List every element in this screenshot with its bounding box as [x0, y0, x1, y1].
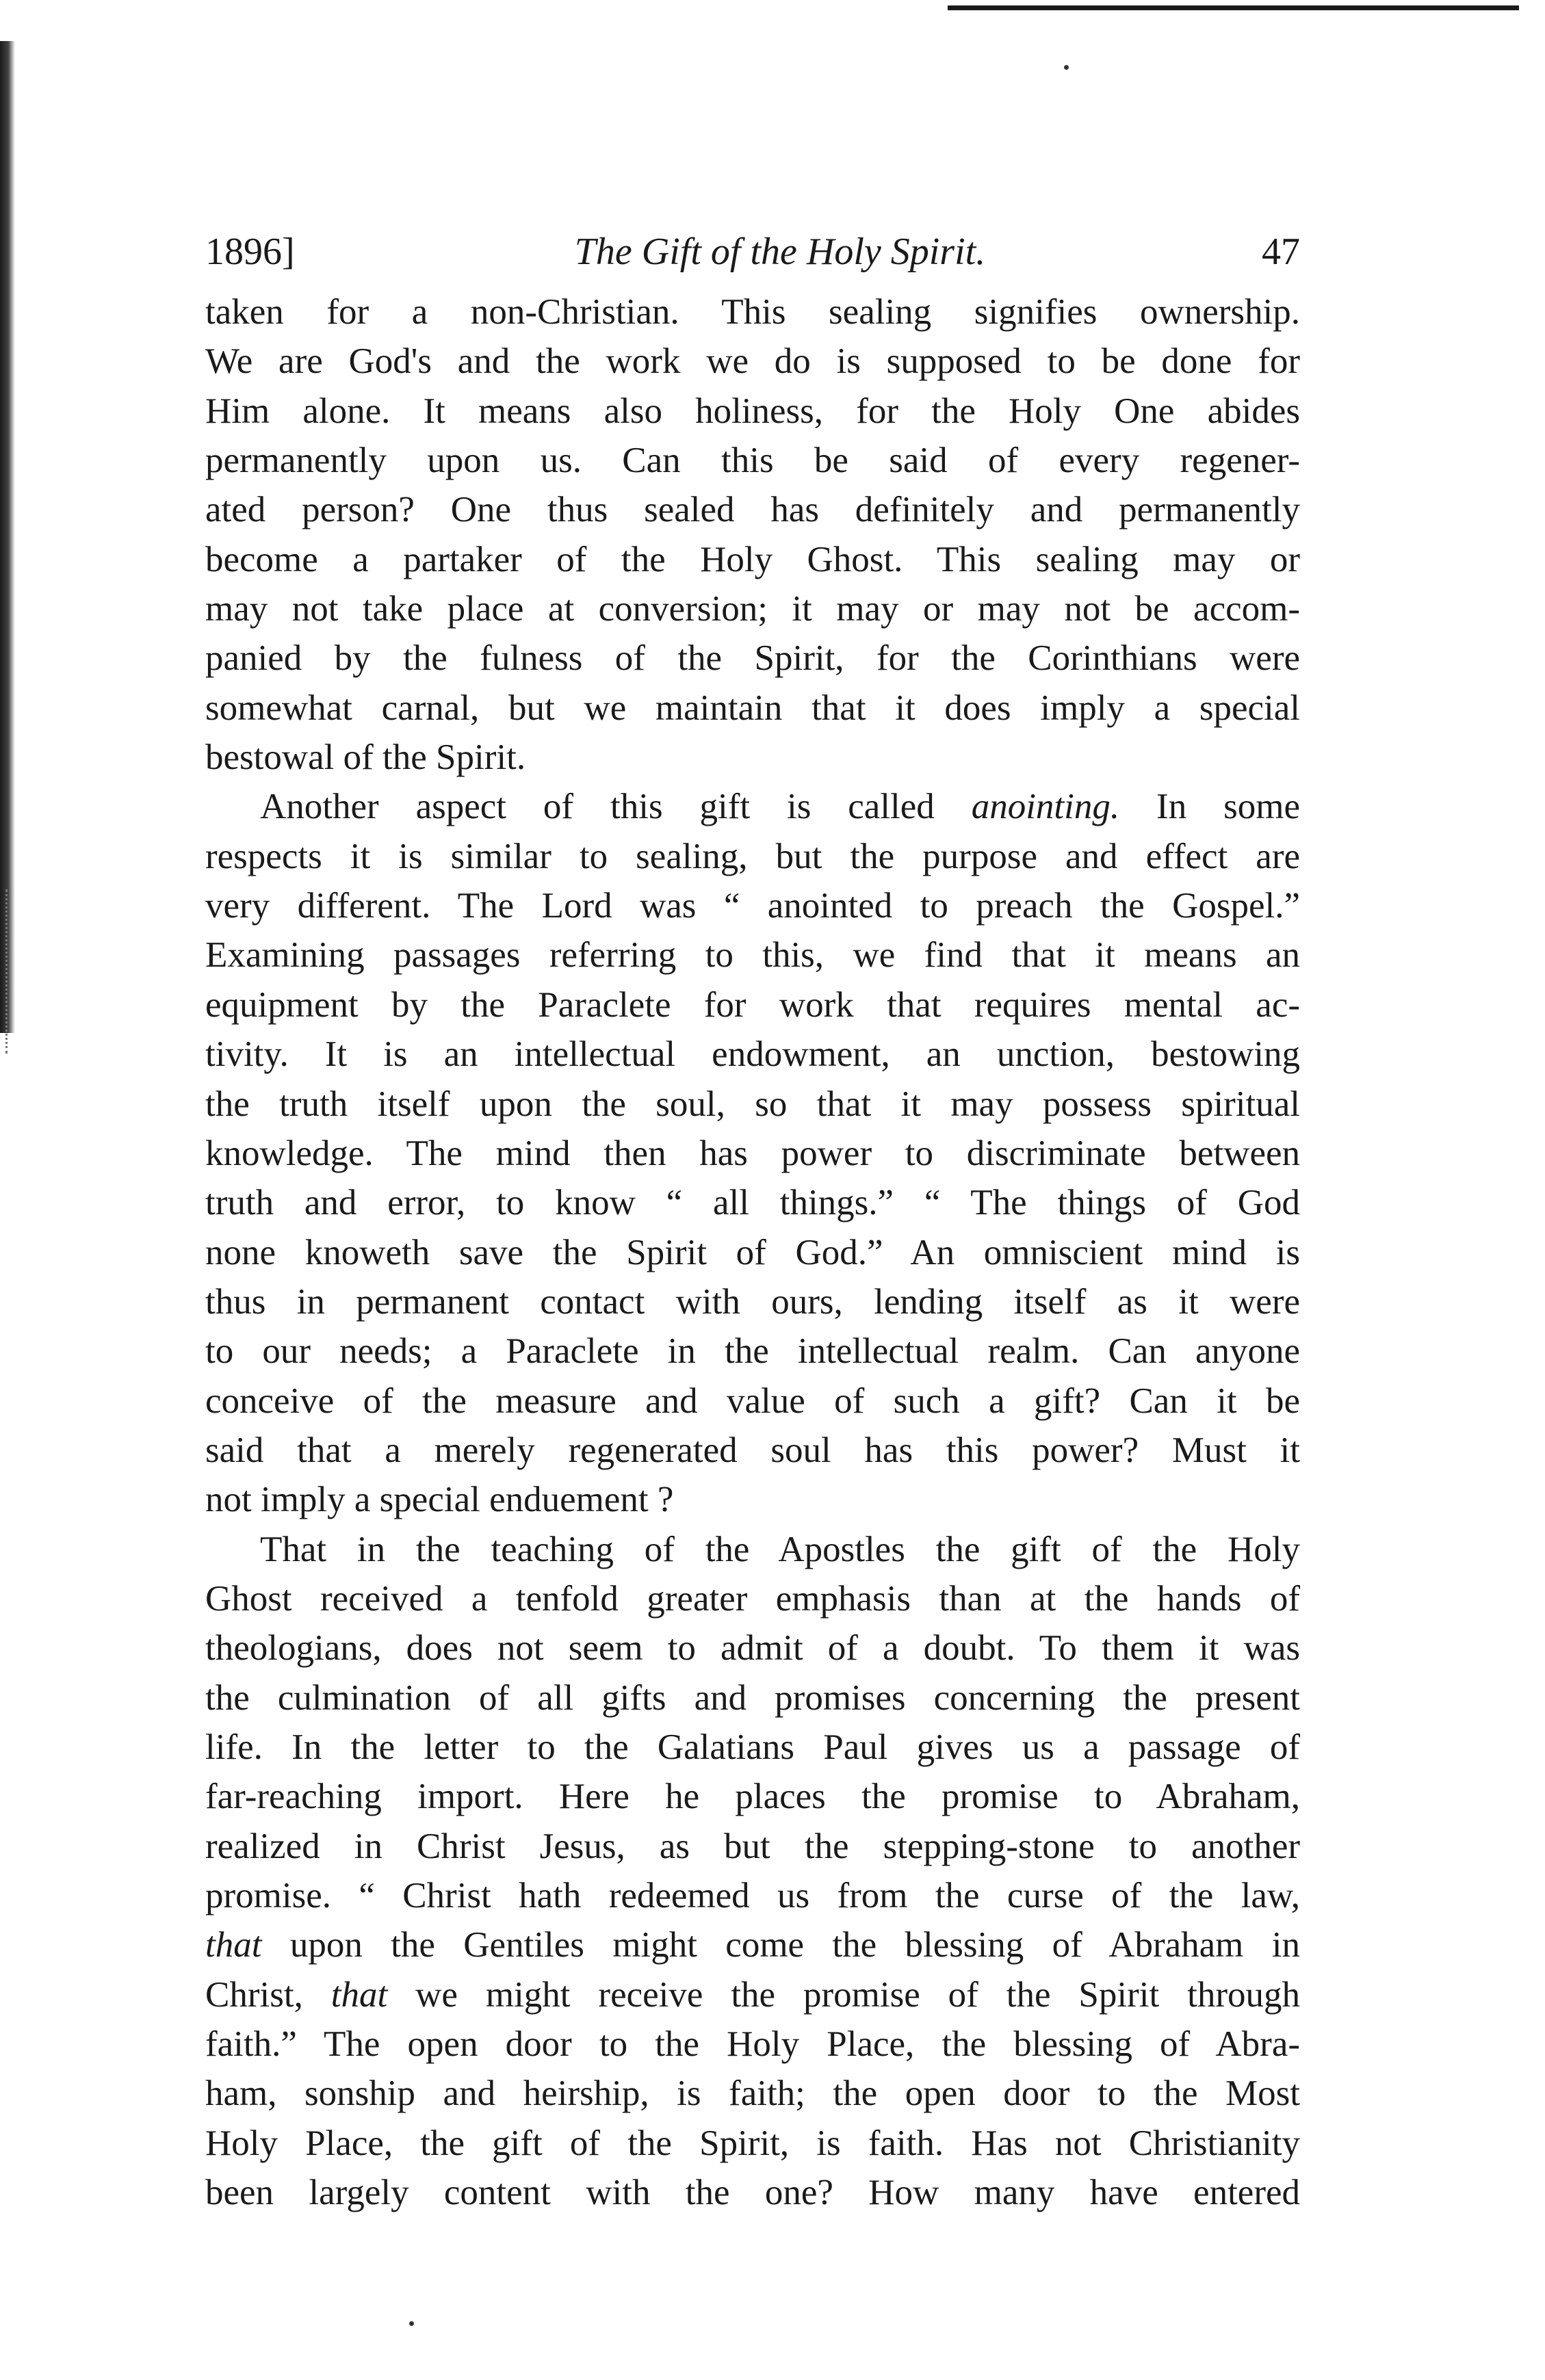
- text-segment: we might receive the promise of the Spirit through: [387, 1974, 1300, 2015]
- text-line: none knoweth save the Spirit of God.” An omniscient mind is: [205, 1232, 1300, 1272]
- text-line: ham, sonship and heirship, is faith; the open door to the Most: [205, 2074, 1300, 2114]
- text-line: theologians, does not seem to admit of a doubt. To them it was: [205, 1628, 1300, 1669]
- scan-edge-shadow: [0, 41, 15, 1033]
- text-line: Ghost received a tenfold greater emphasis than at the hands of: [205, 1578, 1300, 1619]
- text-line: become a partaker of the Holy Ghost. This sealing may or: [205, 539, 1300, 579]
- text-line: tivity. It is an intellectual endowment, an unction, bestowing: [205, 1034, 1300, 1075]
- text-line: [205, 1970, 1300, 2019]
- text-line: said that a merely regenerated soul has this power? Must it: [205, 1430, 1300, 1470]
- text-line: faith.” The open door to the Holy Place, the blessing of Abra-: [205, 2024, 1300, 2065]
- text-line: That in the teaching of the Apostles the gift of the Holy: [260, 1529, 1300, 1569]
- text-line: [205, 782, 1300, 831]
- text-line: Holy Place, the gift of the Spirit, is faith. Has not Christianity: [205, 2123, 1300, 2163]
- text-line: thus in permanent contact with ours, lending itself as it were: [205, 1281, 1300, 1322]
- text-line: conceive of the measure and value of such a gift? Can it be: [205, 1381, 1300, 1421]
- text-line: the culmination of all gifts and promises concerning the present: [205, 1677, 1300, 1718]
- text-segment: Christ,: [205, 1974, 331, 2015]
- text-line: very different. The Lord was “ anointed to preach the Gospel.”: [205, 886, 1300, 926]
- running-head-year: 1896]: [205, 231, 295, 273]
- text-line: equipment by the Paraclete for work that requires mental ac-: [205, 984, 1300, 1025]
- text-line: somewhat carnal, but we maintain that it does imply a special: [205, 688, 1300, 728]
- running-head-title: The Gift of the Holy Spirit.: [574, 231, 986, 273]
- top-rule: [948, 5, 1519, 10]
- emphasis-that: that: [205, 1925, 262, 1965]
- text-line: truth and error, to know “ all things.” “ The things of God: [205, 1183, 1300, 1223]
- text-segment: Another aspect of this gift is called: [260, 787, 972, 827]
- text-line: We are God's and the work we do is supposed to be done for: [205, 341, 1300, 382]
- scan-speck: [1064, 65, 1069, 70]
- text-line: been largely content with the one? How many have entered: [205, 2173, 1300, 2213]
- text-line: taken for a non-Christian. This sealing signifies ownership.: [205, 292, 1300, 332]
- running-head: [205, 226, 1300, 278]
- text-line: panied by the fulness of the Spirit, for the Corinthians were: [205, 638, 1300, 679]
- text-line: may not take place at conversion; it may or may not be accom-: [205, 589, 1300, 629]
- text-line: knowledge. The mind then has power to discriminate between: [205, 1133, 1300, 1173]
- emphasis-anointing: anointing.: [971, 787, 1120, 827]
- page-number: 47: [1262, 231, 1300, 273]
- text-line: realized in Christ Jesus, as but the stepping-stone to another: [205, 1826, 1300, 1866]
- text-segment: upon the Gentiles might come the blessing of Abraham in: [261, 1925, 1300, 1965]
- text-line: not imply a special enduement ?: [205, 1480, 674, 1520]
- text-line: bestowal of the Spirit.: [205, 737, 526, 778]
- text-line: Examining passages referring to this, we find that it means an: [205, 935, 1300, 976]
- text-line: the truth itself upon the soul, so that it may possess spiritual: [205, 1084, 1300, 1124]
- scan-edge-speckle: [5, 889, 10, 1054]
- scan-speck: [409, 2321, 414, 2326]
- emphasis-that: that: [330, 1974, 388, 2015]
- text-line: far-reaching import. Here he places the promise to Abraham,: [205, 1777, 1300, 1817]
- body-text: [205, 287, 1300, 2217]
- text-line: to our needs; a Paraclete in the intellectual realm. Can anyone: [205, 1331, 1300, 1372]
- text-line: permanently upon us. Can this be said of every regener-: [205, 441, 1300, 481]
- text-line: life. In the letter to the Galatians Paul gives us a passage of: [205, 1727, 1300, 1767]
- text-line: Him alone. It means also holiness, for the Holy One abides: [205, 391, 1300, 431]
- text-line: ated person? One thus sealed has definitely and permanently: [205, 490, 1300, 530]
- text-segment: In some: [1119, 787, 1300, 827]
- text-line: promise. “ Christ hath redeemed us from the curse of the law,: [205, 1876, 1300, 1915]
- text-line: [205, 1920, 1300, 1970]
- text-line: respects it is similar to sealing, but the purpose and effect are: [205, 836, 1300, 876]
